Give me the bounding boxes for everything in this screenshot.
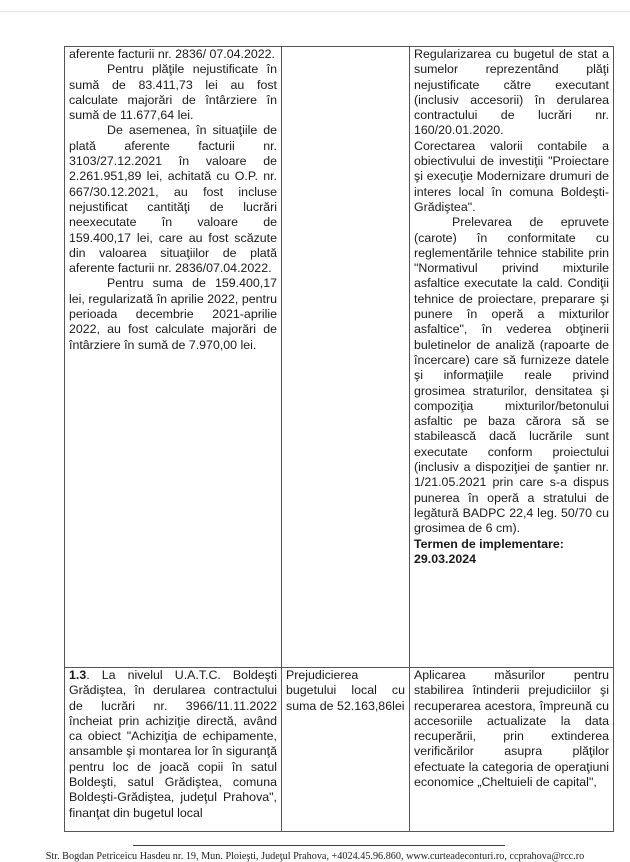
paragraph: Prelevarea de epruvete (carote) în conformitate cu reglementările tehnice stabilite prin "Normativul privind mixturile asfaltice executate la cald. Condiţii tehnice de proiectare, preparare şi punere în operă a mixturilor asfaltice", în vederea obţinerii buletinelor de analiză (rapoarte de încercare) care să furnizeze datele şi informaţiile reale privind grosimea straturilor, densitatea şi compoziţia mixturilor/betonului asfaltic pe baza cărora să se stabilească dacă lucrările sunt executate conform proiectului (inclusiv a dispoziţiei de şantier nr. 1/21.05.2021 prin care s-a dispus punerea în operă a stratului de legătură BADPC 22,4 leg. 50/70 cu grosimea de 6 cm). (414, 215, 609, 536)
impact-cell (282, 47, 410, 668)
paragraph: Pentru suma de 159.400,17 lei, regularizată în aprilie 2022, pentru perioada decembrie 2021-aprilie 2022, au fost calculate majorări de întârziere în sumă de 7.970,00 lei. (69, 276, 277, 352)
finding-number: 1.3 (69, 668, 87, 682)
findings-table (64, 46, 614, 832)
deadline-label: Termen de implementare: (414, 536, 564, 551)
footer-divider (133, 845, 505, 846)
deadline-date: 29.03.2024 (414, 551, 477, 566)
table-row (65, 47, 614, 668)
paragraph: Pentru plăţile nejustificate în sumă de 83.411,73 lei au fost calculate majorări de întârziere în sumă de 11.677,64 lei. (69, 62, 277, 123)
finding-description-cell (65, 668, 282, 832)
finding-description-cell (65, 47, 282, 668)
paragraph (69, 668, 277, 821)
impact-cell: Prejudicierea bugetului local cu suma de 52.163,86lei (282, 668, 410, 832)
table-row (65, 668, 614, 832)
recommendation-cell: Aplicarea măsurilor pentru stabilirea întinderii prejudiciilor şi recuperarea acestora, împreună cu accesoriile actualizate la data recuperării, prin extinderea verificărilor asupra plăţilor efectuate la categoria de operaţiuni economice „Cheltuieli de capital", (410, 668, 614, 832)
paragraph: De asemenea, în situaţiile de plată aferente facturii nr. 3103/27.12.2021 în valoare de 2.261.951,89 lei, achitată cu O.P. nr. 667/30.12.2021, au fost incluse nejustificat cantităţi de lucrări neexecutate în valoare de 159.400,17 lei, care au fost scăzute din valoarea situaţiilor de plată aferente facturii nr. 2836/07.04.2022. (69, 123, 277, 276)
page-top-divider (0, 11, 630, 12)
finding-text: . La nivelul U.A.T.C. Boldeşti Grădiştea, în derularea contractului de lucrări nr. 3966/11.11.2022 încheiat prin achiziţie directă, având ca obiect "Achiziţia de echipamente, ansamble şi montarea lor în siguranţă pentru loc de joacă copii în satul Boldeşti, satul Grădiştea, comuna Boldeşti-Grădiştea, judeţul Prahova", finanţat din bugetul local (69, 668, 277, 820)
footer-address: Str. Bogdan Petriceicu Hasdeu nr. 19, Mun. Ploieşti, Judeţul Prahova, +4024.45.96.860, www.curteadeconturi.ro, ccprahova@rcc.ro (45, 851, 585, 862)
recommendation-cell (410, 47, 614, 668)
paragraph: Corectarea valorii contabile a obiectivului de investiţii "Proiectare şi execuţie Modernizare drumuri de interes local în comuna Boldeşti-Grădiştea". (414, 138, 609, 214)
paragraph: aferente facturii nr. 2836/ 07.04.2022. (69, 47, 275, 61)
paragraph: Regularizarea cu bugetul de stat a sumelor reprezentând plăţi nejustificate către executant (inclusiv accesorii) în derularea contractului de lucrări nr. 160/20.01.2020. (414, 47, 609, 138)
